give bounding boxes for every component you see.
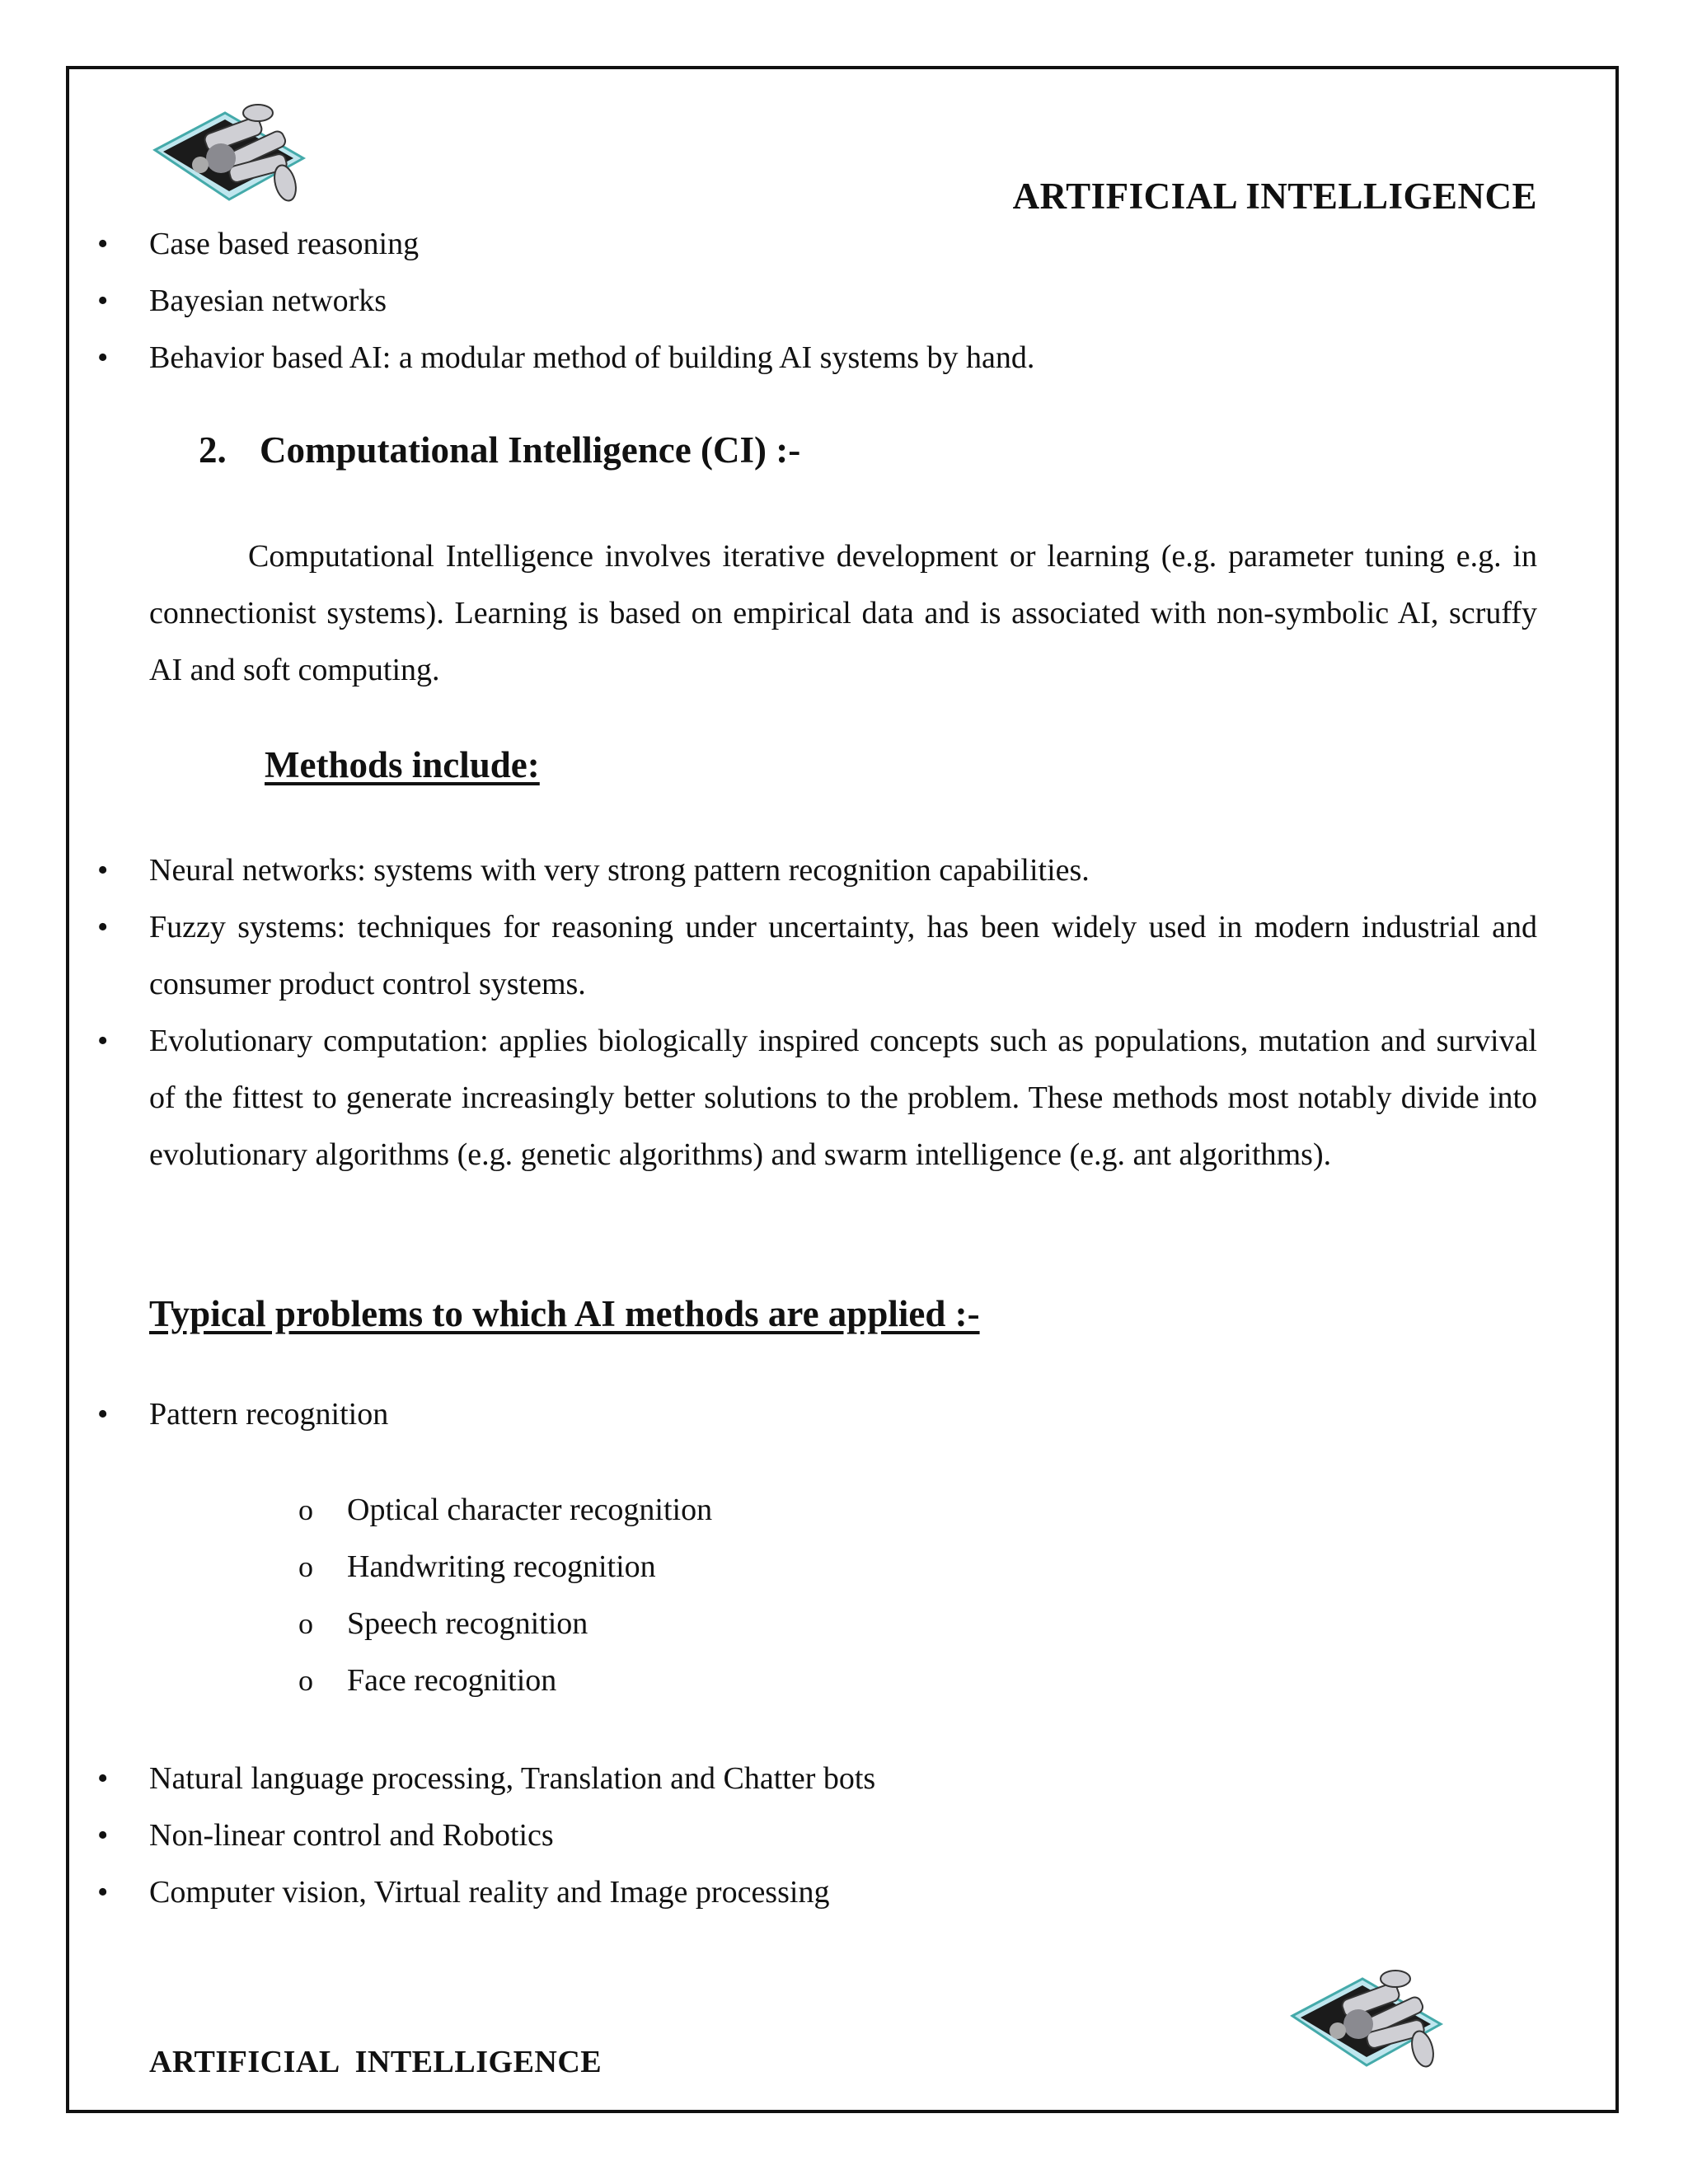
- methods-list: [0, 842, 1688, 1183]
- bullet-icon: •: [97, 910, 109, 944]
- header-title: ARTIFICIAL INTELLIGENCE: [1012, 176, 1537, 217]
- problems-heading: Typical problems to which AI methods are applied :-: [149, 1293, 980, 1334]
- section-2-paragraph: Computational Intelligence involves iterative development or learning (e.g. parameter tuning e.g. in connectionist systems). Learning is based on empirical data and is associated with non-symbolic AI, scruffy AI and soft computing.: [149, 539, 1537, 687]
- list-item: • Computer vision, Virtual reality and Image processing: [0, 1864, 1026, 1921]
- list-item: • Neural networks: systems with very strong pattern recognition capabilities.: [0, 842, 1688, 899]
- list-item: • Bayesian networks: [0, 273, 1185, 330]
- bullet-icon: •: [97, 1818, 109, 1853]
- section-title: Computational Intelligence (CI) :-: [260, 429, 801, 471]
- bullet-icon: •: [97, 1024, 109, 1058]
- circle-bullet-icon: o: [298, 1664, 313, 1697]
- methods-heading: Methods include:: [265, 744, 540, 785]
- pattern-recognition-sublist: [0, 1482, 712, 1709]
- section-2-heading: [199, 429, 800, 471]
- list-item: • Evolutionary computation: applies biologically inspired concepts such as populations, mutation and survival of the fittest to generate increasingly better solutions to the problem. These methods most notably divide into evolutionary algorithms (e.g. genetic algorithms) and swarm intelligence (e.g. ant algorithms).: [0, 1013, 1688, 1183]
- robot-hand-logo-icon: [1284, 1958, 1449, 2082]
- list-item: • Behavior based AI: a modular method of building AI systems by hand.: [0, 330, 1185, 387]
- bullet-icon: •: [97, 284, 109, 318]
- bullet-icon: •: [97, 1761, 109, 1796]
- list-item: • Non-linear control and Robotics: [0, 1807, 1026, 1864]
- sub-list-item: o Handwriting recognition: [0, 1539, 712, 1596]
- section-number: 2.: [199, 429, 227, 471]
- sub-list-item: o Optical character recognition: [0, 1482, 712, 1539]
- problems-rest-list: [0, 1750, 1026, 1921]
- footer-title: ARTIFICIAL INTELLIGENCE: [149, 2045, 603, 2079]
- list-item: • Fuzzy systems: techniques for reasoning under uncertainty, has been widely used in modern industrial and consumer product control systems.: [0, 899, 1688, 1013]
- list-item: • Natural language processing, Translation and Chatter bots: [0, 1750, 1026, 1807]
- top-bullet-list: [0, 216, 1185, 387]
- sub-list-item: o Speech recognition: [0, 1596, 712, 1652]
- sub-list-item: o Face recognition: [0, 1652, 712, 1709]
- bullet-icon: •: [97, 853, 109, 888]
- circle-bullet-icon: o: [298, 1607, 313, 1640]
- robot-hand-logo-icon: [147, 92, 312, 216]
- problems-first-list: [0, 1386, 539, 1443]
- list-item: • Pattern recognition: [0, 1386, 539, 1443]
- bullet-icon: •: [97, 1397, 109, 1432]
- bullet-icon: •: [97, 227, 109, 261]
- list-item: • Case based reasoning: [0, 216, 1185, 273]
- bullet-icon: •: [97, 340, 109, 375]
- circle-bullet-icon: o: [298, 1550, 313, 1583]
- bullet-icon: •: [97, 1875, 109, 1910]
- circle-bullet-icon: o: [298, 1493, 313, 1526]
